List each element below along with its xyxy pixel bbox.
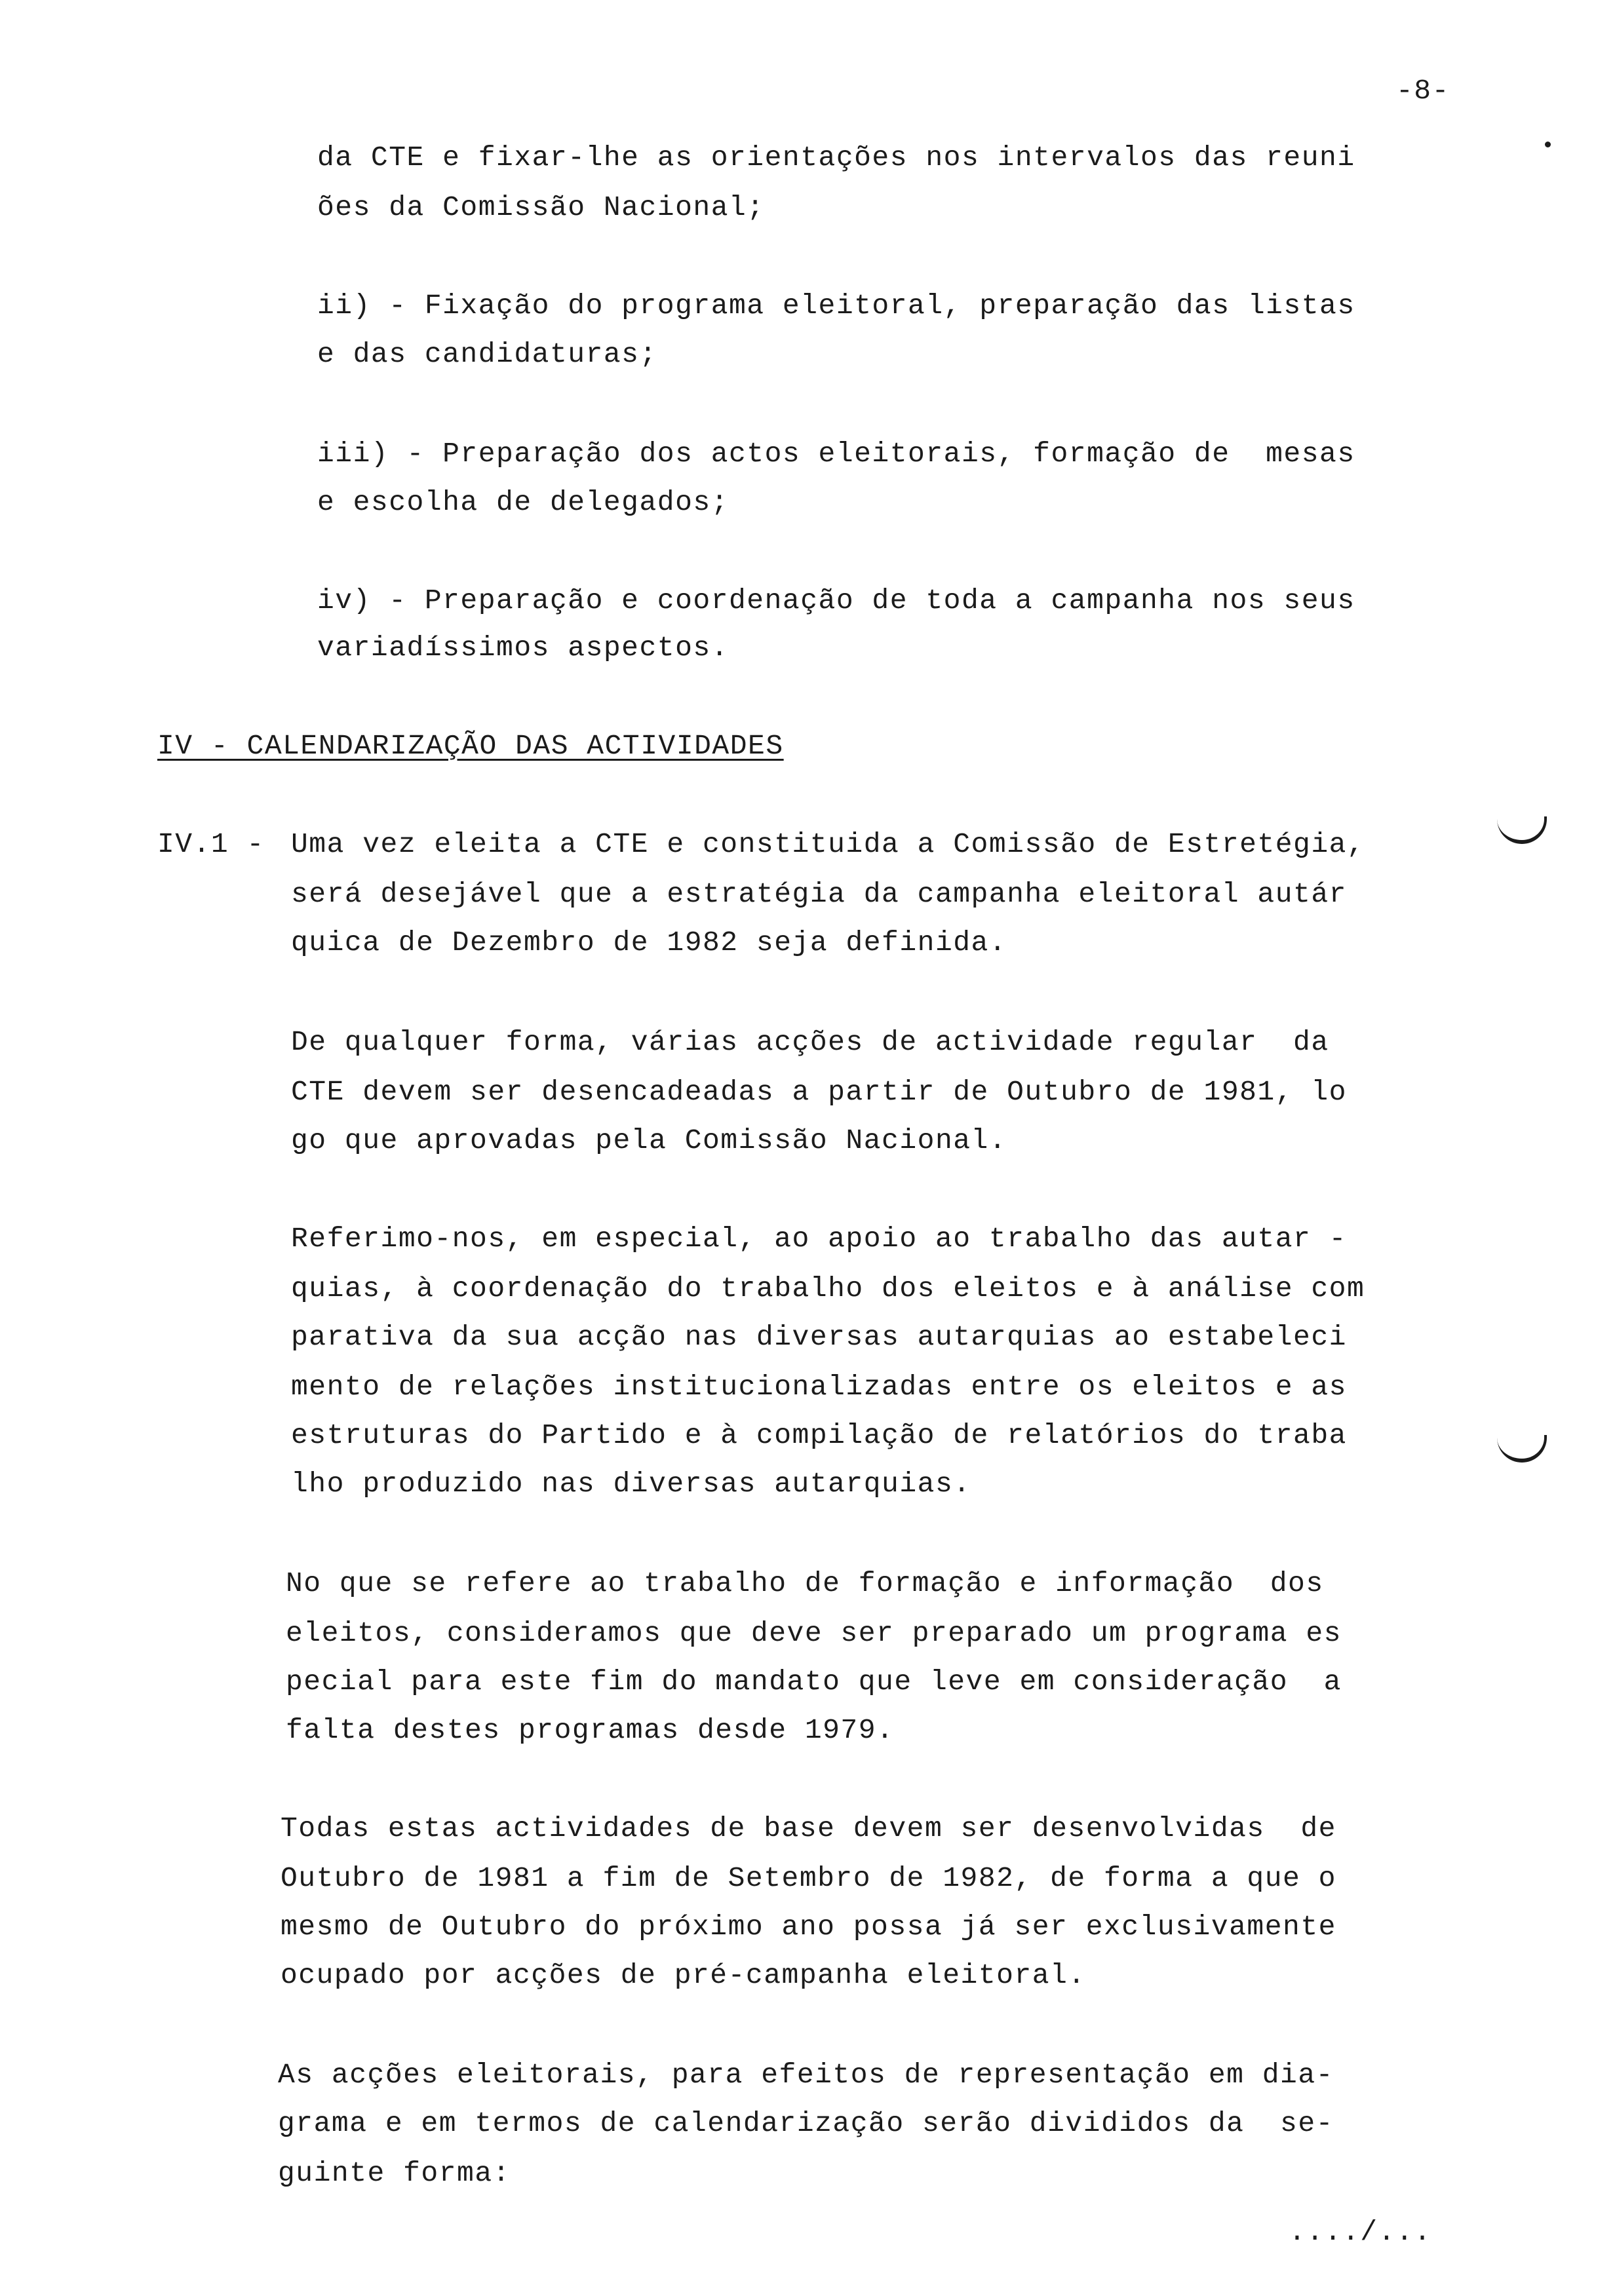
text-line: CTE devem ser desencadeadas a partir de Outubro de 1981, lo <box>291 1076 1347 1108</box>
list-item-iv: iv) - Preparação e coordenação de toda a campanha nos seus <box>317 584 1355 617</box>
text-line: ões da Comissão Nacional; <box>317 191 765 223</box>
margin-tick-mark <box>1497 1435 1547 1463</box>
list-item-ii: ii) - Fixação do programa eleitoral, preparação das listas <box>317 290 1355 322</box>
text-line: grama e em termos de calendarização serão divididos da se- <box>278 2107 1334 2139</box>
item-label: IV.1 - <box>157 828 265 860</box>
text-line: falta destes programas desde 1979. <box>286 1714 895 1746</box>
list-item-iii: iii) - Preparação dos actos eleitorais, formação de mesas <box>317 438 1355 470</box>
text-line: Todas estas actividades de base devem ser desenvolvidas de <box>281 1812 1336 1845</box>
page-number: -8- <box>1396 75 1450 107</box>
text-line: As acções eleitorais, para efeitos de representação em dia- <box>278 2059 1334 2091</box>
text-line: Outubro de 1981 a fim de Setembro de 1982, de forma a que o <box>281 1862 1336 1894</box>
text-line: pecial para este fim do mandato que leve em consideração a <box>286 1666 1342 1698</box>
text-line: No que se refere ao trabalho de formação e informação dos <box>286 1567 1324 1599</box>
text-line: mento de relações institucionalizadas entre os eleitos e as <box>291 1371 1347 1403</box>
text-line: go que aprovadas pela Comissão Nacional. <box>291 1124 1007 1157</box>
text-line: lho produzido nas diversas autarquias. <box>291 1468 971 1500</box>
text-line: variadíssimos aspectos. <box>317 632 729 664</box>
text-line: mesmo de Outubro do próximo ano possa já ser exclusivamente <box>281 1911 1336 1943</box>
text-line: será desejável que a estratégia da campanha eleitoral autár <box>291 878 1347 910</box>
text-line: e escolha de delegados; <box>317 486 729 518</box>
text-line: Referimo-nos, em especial, ao apoio ao trabalho das autar - <box>291 1223 1347 1255</box>
text-line: da CTE e fixar-lhe as orientações nos intervalos das reuni <box>317 142 1355 174</box>
text-line: estruturas do Partido e à compilação de relatórios do traba <box>291 1419 1347 1451</box>
text-line: eleitos, consideramos que deve ser preparado um programa es <box>286 1617 1342 1649</box>
text-line: Uma vez eleita a CTE e constituida a Comissão de Estretégia, <box>291 828 1365 860</box>
text-line: ocupado por acções de pré-campanha eleitoral. <box>281 1959 1086 1991</box>
text-line: quica de Dezembro de 1982 seja definida. <box>291 927 1007 959</box>
text-line: De qualquer forma, várias acções de actividade regular da <box>291 1026 1329 1058</box>
margin-tick-mark <box>1497 816 1547 844</box>
text-line: e das candidaturas; <box>317 338 657 370</box>
margin-mark-dot <box>1545 142 1551 147</box>
text-line: guinte forma: <box>278 2157 511 2189</box>
section-heading: IV - CALENDARIZAÇÃO DAS ACTIVIDADES <box>157 730 784 762</box>
text-line: quias, à coordenação do trabalho dos eleitos e à análise com <box>291 1272 1365 1305</box>
continuation-mark: ..../... <box>1289 2216 1432 2248</box>
text-line: parativa da sua acção nas diversas autarquias ao estabeleci <box>291 1321 1347 1353</box>
